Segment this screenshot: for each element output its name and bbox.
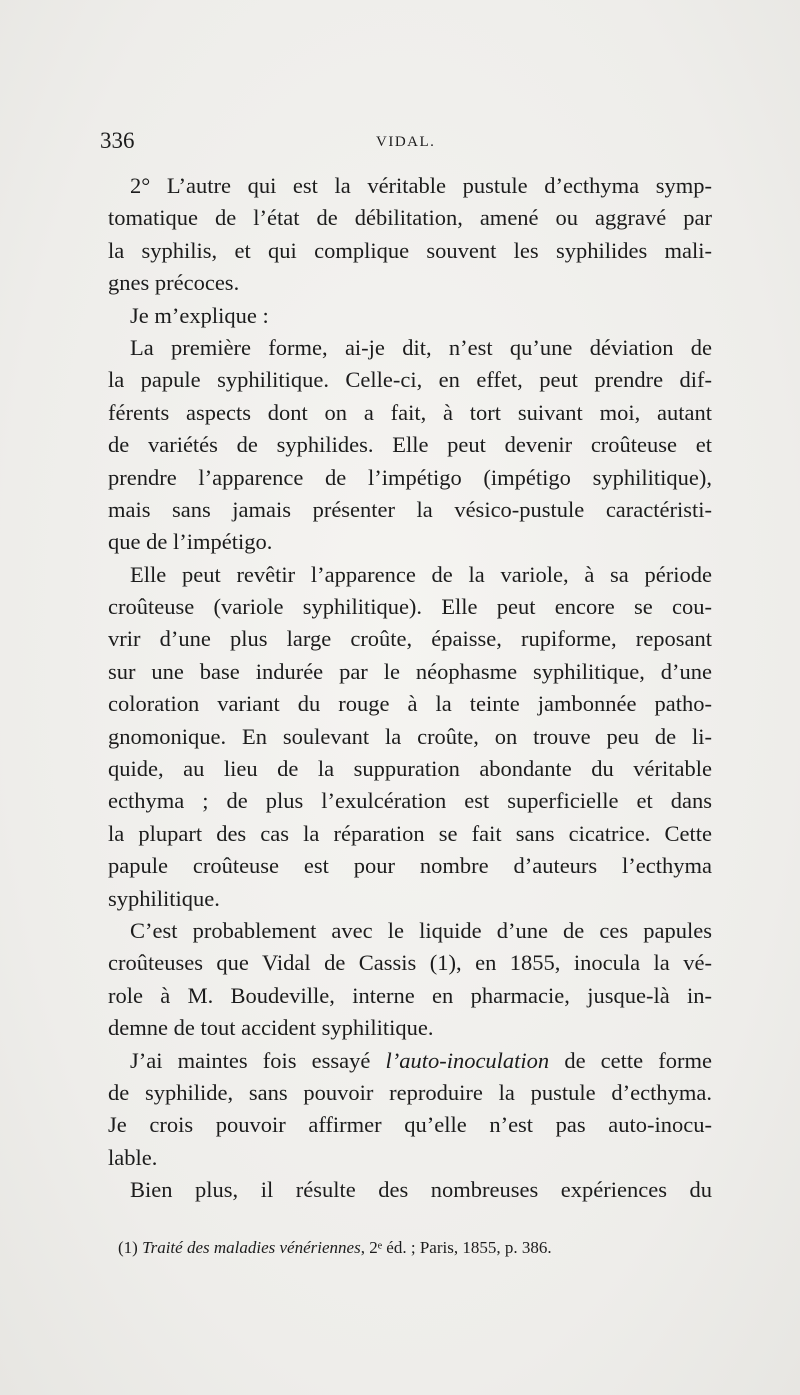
text-line: Je crois pouvoir affirmer qu’elle n’est pas auto-inocu-	[108, 1112, 712, 1138]
text-line: syphilitique.	[108, 885, 220, 911]
text-line: coloration variant du rouge à la teinte jambonnée patho-	[108, 691, 712, 717]
text-run: J’ai maintes fois essayé	[130, 1047, 386, 1073]
text-line: de variétés de syphilides. Elle peut devenir croûteuse et	[108, 432, 712, 458]
text-line: quide, au lieu de la suppuration abondante du véritable	[108, 756, 712, 782]
text-line: que de l’impétigo.	[108, 529, 273, 555]
text-line: Bien plus, il résulte des nombreuses expériences du	[130, 1177, 712, 1203]
text-line: role à M. Boudeville, interne en pharmacie, jusque-là in-	[108, 982, 712, 1008]
text-line: Elle peut revêtir l’apparence de la variole, à sa période	[130, 561, 712, 587]
footnote-title: Traité des maladies vénériennes	[142, 1238, 361, 1257]
text-line: tomatique de l’état de débilitation, amené ou aggravé par	[108, 205, 712, 231]
text-line: ecthyma ; de plus l’exulcération est superficielle et dans	[108, 788, 712, 814]
text-line: croûteuses que Vidal de Cassis (1), en 1855, inocula la vé-	[108, 950, 712, 976]
text-line: 2° L’autre qui est la véritable pustule d’ecthyma symp-	[130, 173, 712, 198]
page-header	[100, 128, 712, 162]
text-line: papule croûteuse est pour nombre d’auteurs l’ecthyma	[108, 853, 712, 879]
text-line: la papule syphilitique. Celle-ci, en effet, peut prendre dif-	[108, 367, 712, 393]
text-line: lable.	[108, 1144, 158, 1170]
text-line: sur une base indurée par le néophasme syphilitique, d’une	[108, 658, 712, 684]
text-line: gnomonique. En soulevant la croûte, on trouve peu de li-	[108, 723, 712, 749]
text-line: gnes précoces.	[108, 270, 240, 296]
text-line: férents aspects dont on a fait, à tort suivant moi, autant	[108, 399, 712, 425]
text-line: Je m’explique :	[130, 302, 269, 328]
text-line: de syphilide, sans pouvoir reproduire la pustule d’ecthyma.	[108, 1079, 712, 1105]
text-line: prendre l’apparence de l’impétigo (impétigo syphilitique),	[108, 464, 712, 490]
text-line: C’est probablement avec le liquide d’une de ces papules	[130, 917, 712, 943]
text-line: vrir d’une plus large croûte, épaisse, rupiforme, reposant	[108, 626, 712, 652]
text-line: croûteuse (variole syphilitique). Elle peut encore se cou-	[108, 594, 712, 620]
footnote-marker: (1)	[118, 1238, 143, 1257]
running-title: VIDAL.	[376, 134, 436, 150]
text-line: mais sans jamais présenter la vésico-pustule caractéristi-	[108, 496, 712, 522]
text-run: de cette forme	[549, 1047, 712, 1073]
text-line: la syphilis, et qui complique souvent les syphilides mali-	[108, 237, 712, 263]
text-line: la plupart des cas la réparation se fait sans cicatrice. Cette	[108, 820, 712, 846]
text-line	[108, 1045, 712, 1077]
text-line: La première forme, ai-je dit, n’est qu’une déviation de	[130, 334, 712, 360]
italic-term: l’auto-inoculation	[385, 1047, 550, 1073]
body-text	[108, 170, 712, 1207]
text-line: demne de tout accident syphilitique.	[108, 1015, 434, 1041]
page-number: 336	[100, 128, 135, 153]
footnote-citation: , 2ᵉ éd. ; Paris, 1855, p. 386.	[360, 1238, 552, 1257]
footnote	[118, 1236, 712, 1260]
